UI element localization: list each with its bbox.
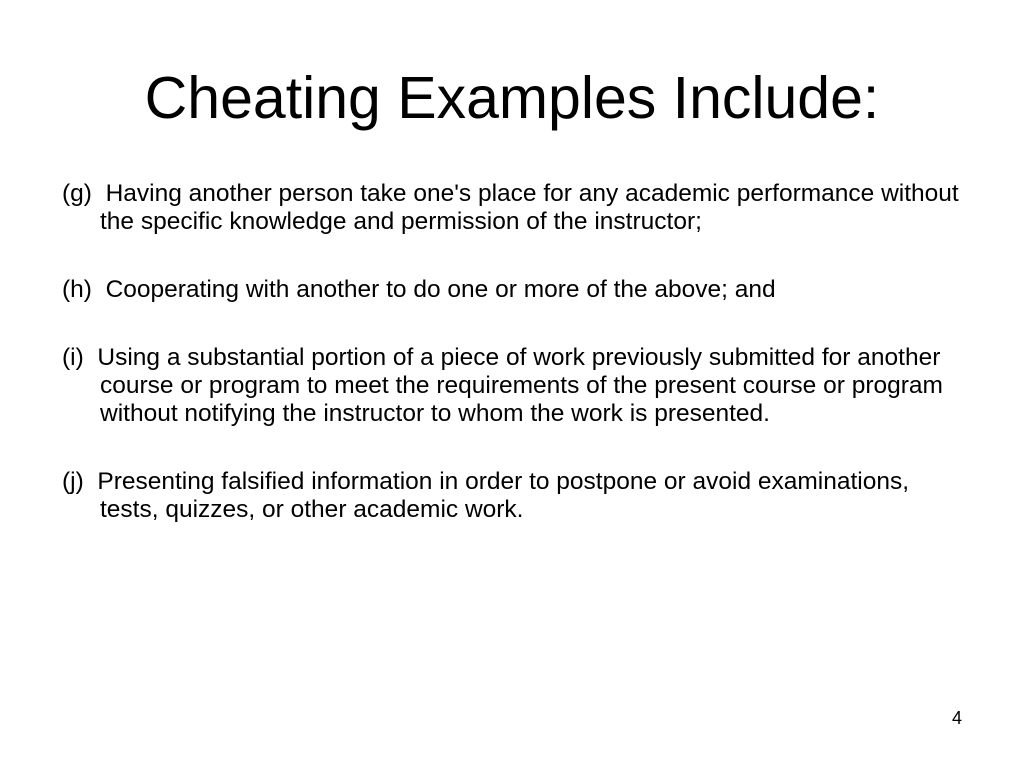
list-item-marker: (j) bbox=[62, 468, 98, 495]
list-item-marker: (i) bbox=[62, 344, 98, 371]
list-item-text: Having another person take one's place for any academic performance without the specific knowledge and permission of the instructor; bbox=[100, 180, 959, 235]
list-item-text: Using a substantial portion of a piece of work previously submitted for another course or program to meet the requirements of the present course or program without notifying the instructor to whom the work is presented. bbox=[97, 344, 943, 427]
page-number: 4 bbox=[951, 708, 962, 728]
list-item-h bbox=[62, 276, 962, 304]
list-item-text: Cooperating with another to do one or more of the above; and bbox=[105, 276, 776, 303]
list-item-marker: (h) bbox=[62, 276, 106, 303]
list-item-text: Presenting falsified information in order to postpone or avoid examinations, tests, quizzes, or other academic work. bbox=[97, 468, 910, 523]
list-item-i bbox=[62, 344, 962, 428]
list-item-marker: (g) bbox=[62, 180, 106, 207]
list-item-g bbox=[62, 180, 962, 236]
slide-body bbox=[62, 180, 962, 524]
list-item-j bbox=[62, 468, 962, 524]
slide-title: Cheating Examples Include: bbox=[144, 65, 880, 131]
